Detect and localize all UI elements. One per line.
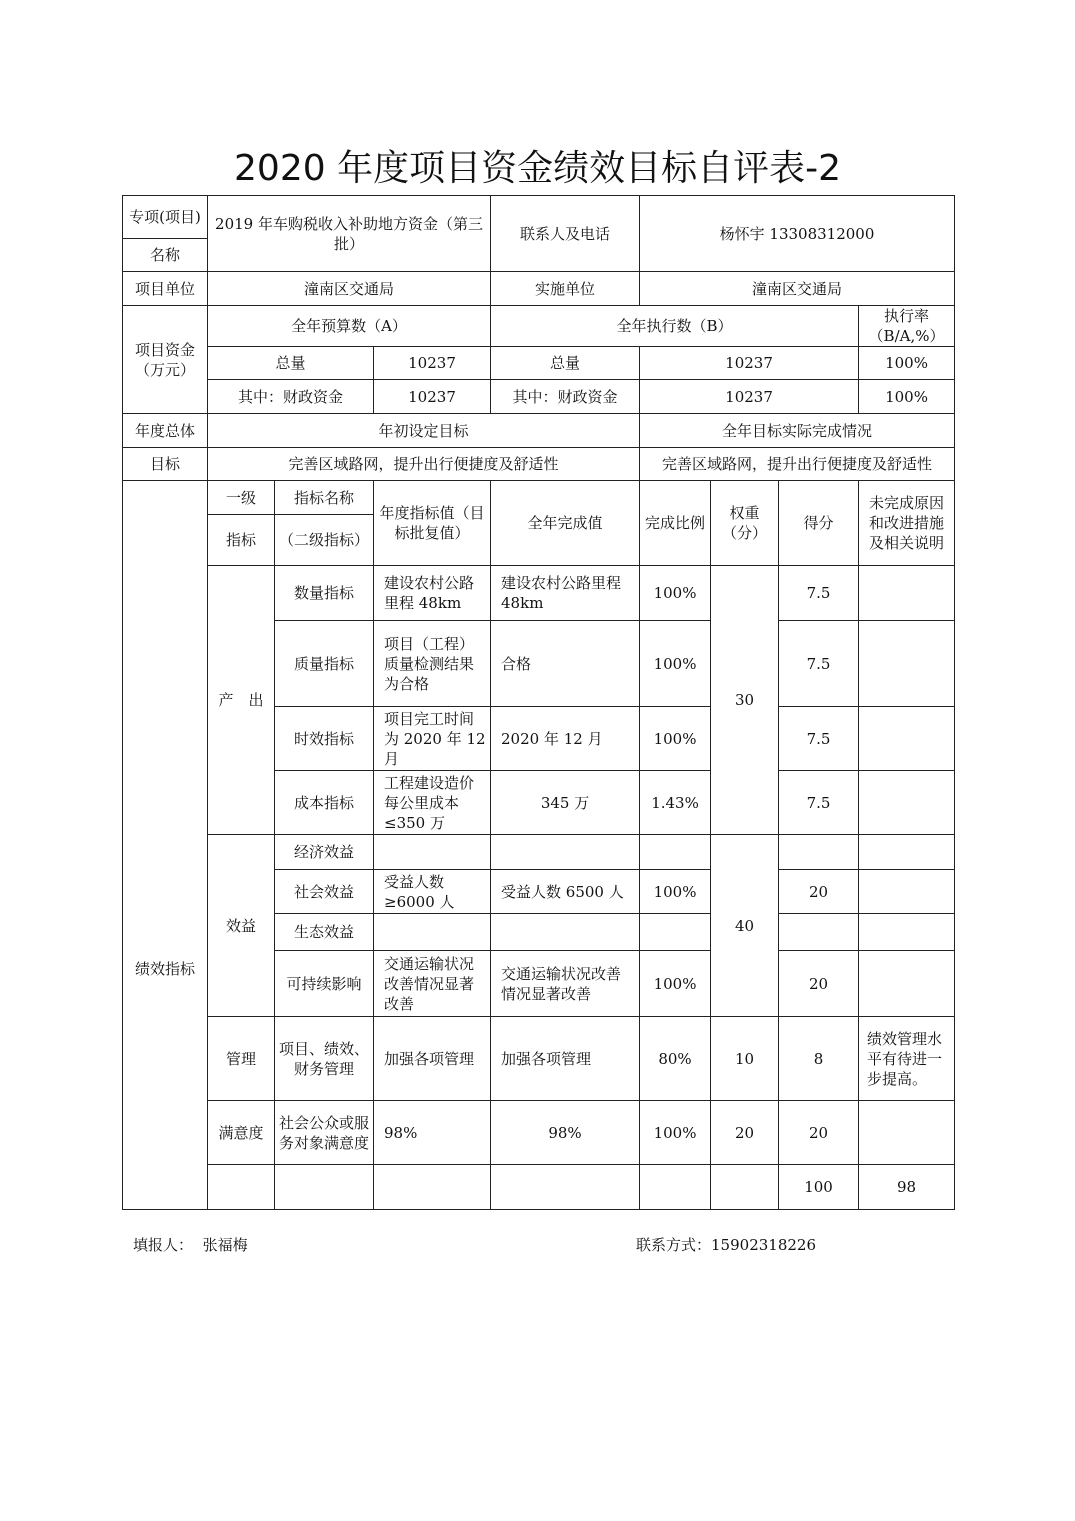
row-target: 项目完工时间为 2020 年 12 月 [374,707,491,771]
fiscal-budget: 10237 [374,380,491,414]
row-completed: 受益人数 6500 人 [491,870,640,914]
impl-unit-label: 实施单位 [491,272,640,306]
row-ratio: 100% [640,566,711,621]
project-name-value: 2019 年车购税收入补助地方资金（第三批） [208,196,491,272]
level2-header: （二级指标） [275,515,374,566]
row-target: 98% [374,1101,491,1165]
row-ratio: 100% [640,707,711,771]
row-completed: 2020 年 12 月 [491,707,640,771]
row-name: 生态效益 [275,914,374,951]
totals-blank [640,1165,711,1210]
row-completed [491,835,640,870]
project-name-label: 专项(项目) [123,196,208,239]
actual-completion-value: 完善区域路网，提升出行便捷度及舒适性 [640,448,955,481]
benefit-group-label: 效益 [208,835,275,1017]
row-target [374,914,491,951]
totals-blank [275,1165,374,1210]
row-ratio: 1.43% [640,771,711,835]
row-name: 时效指标 [275,707,374,771]
management-group-label: 管理 [208,1017,275,1101]
fiscal-exec: 10237 [640,380,859,414]
row-note [859,1101,955,1165]
executed-header: 全年执行数（B） [491,306,859,347]
annual-label: 年度总体 [123,414,208,448]
row-note [859,771,955,835]
project-unit-label: 项目单位 [123,272,208,306]
row-note [859,707,955,771]
row-completed: 98% [491,1101,640,1165]
row-target: 受益人数≥6000 人 [374,870,491,914]
contact-info [636,1234,816,1255]
row-completed: 合格 [491,621,640,707]
output-weight: 30 [711,566,779,835]
row-ratio: 100% [640,621,711,707]
contact-info-phone: 15902318226 [711,1236,816,1254]
filler [133,1234,248,1255]
contact-value: 杨怀宇 13308312000 [640,196,955,272]
project-unit-value: 潼南区交通局 [208,272,491,306]
weight-header: 权重（分） [711,481,779,566]
benefit-weight: 40 [711,835,779,1017]
fiscal-label: 其中：财政资金 [208,380,374,414]
total-score: 98 [859,1165,955,1210]
budget-header: 全年预算数（A） [208,306,491,347]
totals-blank [374,1165,491,1210]
reasons-header: 未完成原因和改进措施及相关说明 [859,481,955,566]
output-group-label: 产 出 [208,566,275,835]
row-target: 项目（工程）质量检测结果为合格 [374,621,491,707]
row-score: 20 [779,1101,859,1165]
row-completed: 建设农村公路里程 48km [491,566,640,621]
row-name: 成本指标 [275,771,374,835]
initial-target-value: 完善区域路网，提升出行便捷度及舒适性 [208,448,640,481]
row-target: 交通运输状况改善情况显著改善 [374,951,491,1017]
row-note: 绩效管理水平有待进一步提高。 [859,1017,955,1101]
totals-blank [208,1165,275,1210]
project-name-label-2: 名称 [123,239,208,272]
row-note [859,835,955,870]
row-note [859,951,955,1017]
row-ratio: 100% [640,1101,711,1165]
annual-label-2: 目标 [123,448,208,481]
row-score: 20 [779,870,859,914]
row-weight: 20 [711,1101,779,1165]
fiscal-rate: 100% [859,380,955,414]
row-score [779,914,859,951]
total-rate: 100% [859,347,955,380]
row-name: 社会公众或服务对象满意度 [275,1101,374,1165]
total-weight: 100 [779,1165,859,1210]
funds-label: 项目资金（万元） [123,306,208,414]
row-score: 7.5 [779,566,859,621]
annual-value-header: 年度指标值（目标批复值） [374,481,491,566]
row-score: 20 [779,951,859,1017]
filler-name: 张福梅 [202,1236,248,1254]
row-note [859,914,955,951]
row-score [779,835,859,870]
level1-header: 一级 [208,481,275,515]
score-header: 得分 [779,481,859,566]
initial-target-header: 年初设定目标 [208,414,640,448]
contact-label: 联系人及电话 [491,196,640,272]
total-exec-label: 总量 [491,347,640,380]
totals-blank [491,1165,640,1210]
row-ratio: 80% [640,1017,711,1101]
row-weight: 10 [711,1017,779,1101]
total-exec: 10237 [640,347,859,380]
row-ratio: 100% [640,951,711,1017]
totals-blank [711,1165,779,1210]
row-name: 项目、绩效、财务管理 [275,1017,374,1101]
level1-header-2: 指标 [208,515,275,566]
evaluation-table [122,195,955,1210]
row-completed: 交通运输状况改善情况显著改善 [491,951,640,1017]
perf-indicators-label: 绩效指标 [123,481,208,1210]
row-target: 加强各项管理 [374,1017,491,1101]
completed-value-header: 全年完成值 [491,481,640,566]
row-note [859,870,955,914]
row-name: 质量指标 [275,621,374,707]
row-ratio [640,835,711,870]
actual-completion-header: 全年目标实际完成情况 [640,414,955,448]
row-ratio [640,914,711,951]
satisfaction-group-label: 满意度 [208,1101,275,1165]
row-score: 7.5 [779,621,859,707]
row-completed: 加强各项管理 [491,1017,640,1101]
row-note [859,566,955,621]
fiscal-exec-label: 其中：财政资金 [491,380,640,414]
row-score: 8 [779,1017,859,1101]
row-target: 建设农村公路里程 48km [374,566,491,621]
row-score: 7.5 [779,771,859,835]
completion-ratio-header: 完成比例 [640,481,711,566]
row-score: 7.5 [779,707,859,771]
row-completed [491,914,640,951]
row-name: 数量指标 [275,566,374,621]
row-name: 经济效益 [275,835,374,870]
row-completed: 345 万 [491,771,640,835]
exec-rate-header: 执行率（B/A,%） [859,306,955,347]
row-name: 可持续影响 [275,951,374,1017]
total-label: 总量 [208,347,374,380]
page-title: 2020 年度项目资金绩效目标自评表-2 [234,148,841,189]
row-name: 社会效益 [275,870,374,914]
contact-info-label: 联系方式： [636,1236,712,1254]
row-note [859,621,955,707]
filler-label: 填报人： [133,1236,194,1254]
row-ratio: 100% [640,870,711,914]
total-budget: 10237 [374,347,491,380]
indicator-name-header: 指标名称 [275,481,374,515]
row-target [374,835,491,870]
impl-unit-value: 潼南区交通局 [640,272,955,306]
row-target: 工程建设造价每公里成本≤350 万 [374,771,491,835]
